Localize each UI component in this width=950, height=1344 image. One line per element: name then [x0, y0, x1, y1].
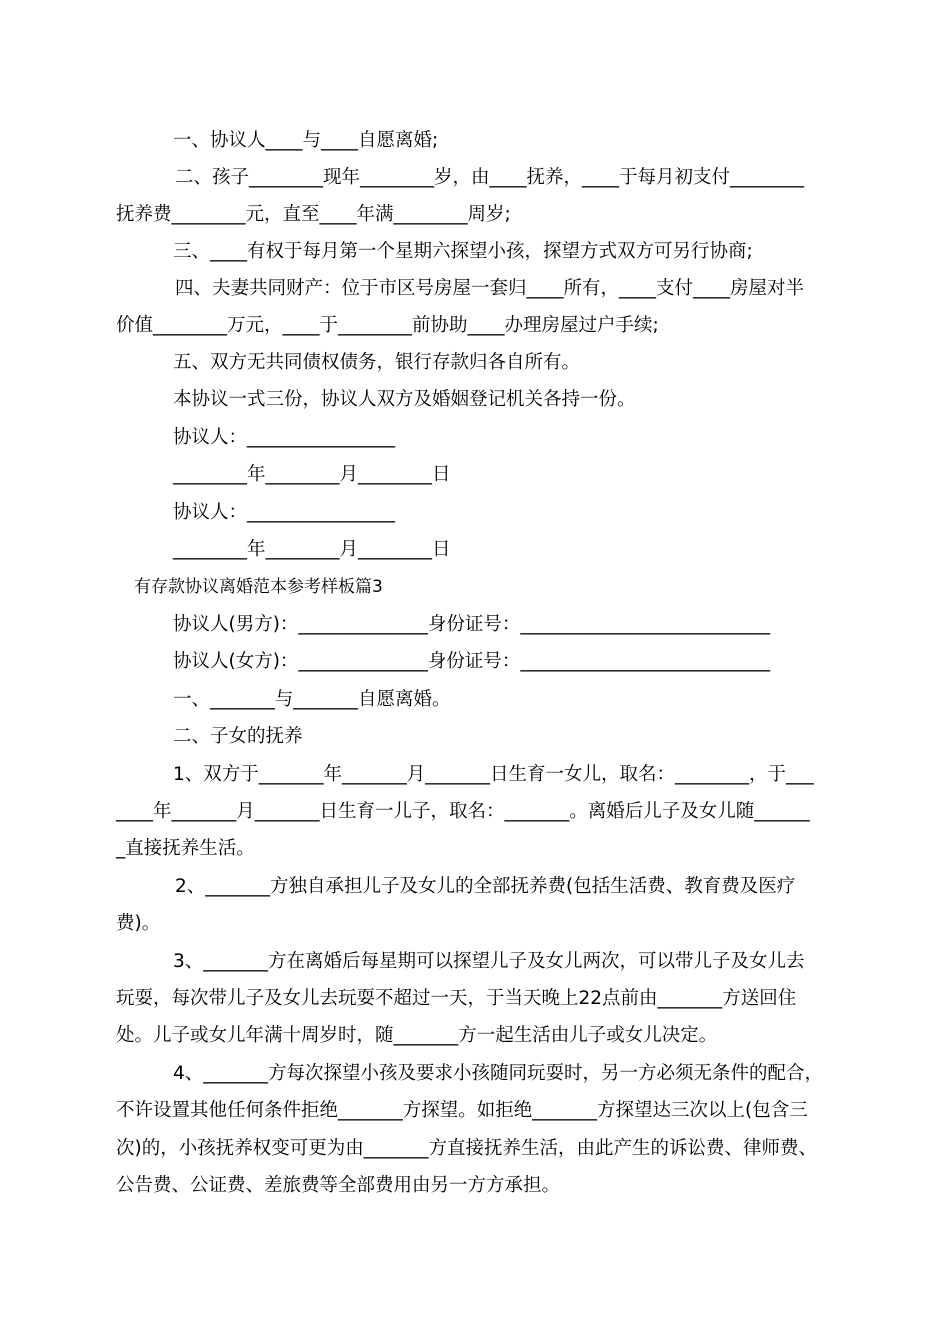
clause-3-line: 三、____有权于每月第一个星期六探望小孩，探望方式双方可另行协商; [173, 241, 753, 262]
item-4-continuation: 次)的，小孩抚养权变可更为由_______方直接抚养生活，由此产生的诉讼费、律师费、 [116, 1138, 817, 1159]
item-1-continuation: ____年_______月_______日生育一儿子，取名：_______。离婚后儿子及女儿随______ [116, 801, 810, 822]
item-4-line: 4、_______方每次探望小孩及要求小孩随同玩耍时，另一方必须无条件的配合， [173, 1063, 824, 1084]
clause-1-line: 一、协议人____与____自愿离婚; [173, 130, 439, 151]
item-3-continuation: 处。儿子或女儿年满十周岁时，随_______方一起生活由儿子或女儿决定。 [116, 1025, 718, 1046]
item-3-continuation: 玩耍，每次带儿子及女儿去玩耍不超过一天，于当天晚上22点前由_______方送回住 [116, 988, 797, 1009]
item-2-continuation: 费)。 [116, 913, 161, 934]
clause-4-continuation: 价值________万元，____于________前协助____办理房屋过户手续; [116, 315, 659, 336]
date-line: ________年________月________日 [173, 464, 451, 485]
clause-2-continuation: 抚养费________元，直至____年满________周岁; [116, 204, 511, 225]
item-2-line: 2、_______方独自承担儿子及女儿的全部抚养费(包括生活费、教育费及医疗 [175, 876, 796, 897]
item-1-line: 1、双方于_______年_______月_______日生育一女儿，取名：________，于___ [173, 764, 814, 785]
party-female-line: 协议人(女方)：______________身份证号：___________________________ [173, 651, 771, 672]
copies-statement: 本协议一式三份，协议人双方及婚姻登记机关各持一份。 [173, 389, 636, 410]
clause-5-line: 五、双方无共同债权债务，银行存款归各自所有。 [173, 352, 581, 373]
clause-2-line: 二、孩子________现年________岁，由____抚养，____于每月初支付________ [175, 167, 805, 188]
item-4-continuation: 公告费、公证费、差旅费等全部费用由另一方方承担。 [116, 1175, 561, 1196]
party-male-line: 协议人(男方)：______________身份证号：___________________________ [173, 614, 771, 635]
article-1-line: 一、_______与_______自愿离婚。 [173, 689, 451, 710]
signatory-line: 协议人：________________ [173, 502, 396, 523]
section-heading: 有存款协议离婚范本参考样板篇3 [134, 577, 383, 597]
date-line: ________年________月________日 [173, 539, 451, 560]
clause-4-line: 四、夫妻共同财产：位于市区号房屋一套归____所有，____支付____房屋对半 [175, 278, 805, 299]
item-4-continuation: 不许设置其他任何条件拒绝_______方探望。如拒绝_______方探望达三次以上(包含三 [116, 1100, 808, 1121]
signatory-line: 协议人：________________ [173, 427, 396, 448]
item-1-continuation: _直接抚养生活。 [116, 838, 255, 859]
item-3-line: 3、_______方在离婚后每星期可以探望儿子及女儿两次，可以带儿子及女儿去 [173, 951, 805, 972]
article-2-heading: 二、子女的抚养 [173, 726, 303, 747]
